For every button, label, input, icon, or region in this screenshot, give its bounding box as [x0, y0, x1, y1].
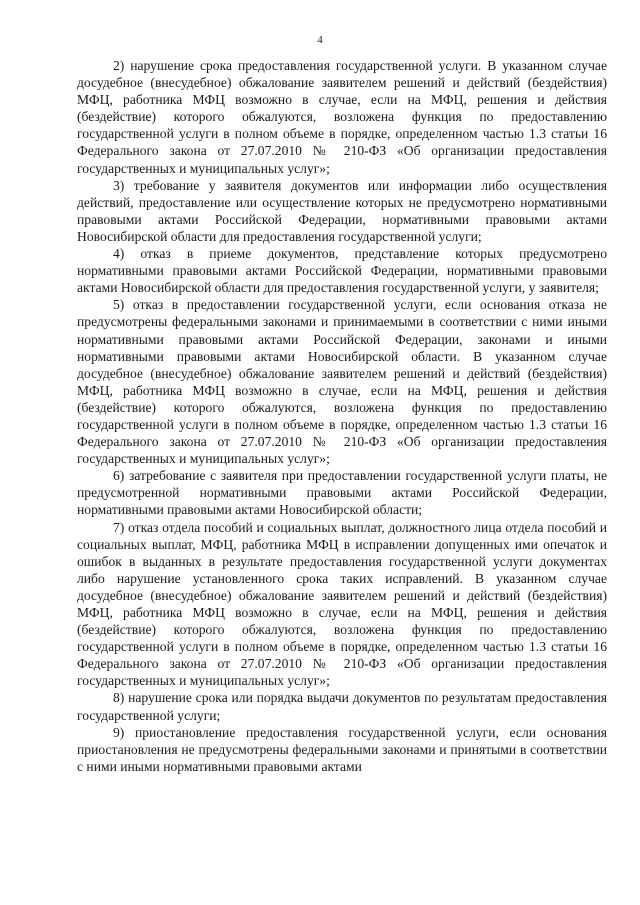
list-item-2: 2) нарушение срока предоставления государственной услуги. В указанном случае досудебное (внесудебное) обжалование заявителем решений и действий (бездействия) МФЦ, работника МФЦ возможно в случае, если на МФЦ, решения и действия (бездействие) которого обжалуются, возложена функция по предоставлению государственной услуги в полном объеме в порядке, определенном частью 1.3 статьи 16 Федерального закона от 27.07.2010 № 210-ФЗ «Об организации предоставления государственных и муниципальных услуг»;: [77, 58, 607, 176]
list-item-4: 4) отказ в приеме документов, представление которых предусмотрено нормативными правовыми актами Российской Федерации, нормативными правовыми актами Новосибирской области для предоставления государственной услуги, у заявителя;: [77, 246, 607, 296]
list-item-6: 6) затребование с заявителя при предоставлении государственной услуги платы, не предусмотренной нормативными правовыми актами Российской Федерации, нормативными правовыми актами Новосибирской области;: [77, 468, 607, 518]
list-item-9: 9) приостановление предоставления государственной услуги, если основания приостановления не предусмотрены федеральными законами и принятыми в соответствии с ними иными нормативными правовыми актами: [77, 724, 607, 774]
list-item-5: 5) отказ в предоставлении государственной услуги, если основания отказа не предусмотрены федеральными законами и принимаемыми в соответствии с ними иными нормативными правовыми актами Российской Федерации, законами и иными нормативными правовыми актами Новосибирской области. В указанном случае досудебное (внесудебное) обжалование заявителем решений и действий (бездействия) МФЦ, работника МФЦ возможно в случае, если на МФЦ, решения и действия (бездействие) которого обжалуются, возложена функция по предоставлению государственной услуги в полном объеме в порядке, определенном частью 1.3 статьи 16 Федерального закона от 27.07.2010 № 210-ФЗ «Об организации предоставления государственных и муниципальных услуг»;: [77, 297, 607, 467]
list-item-7: 7) отказ отдела пособий и социальных выплат, должностного лица отдела пособий и социальных выплат, МФЦ, работника МФЦ в исправлении допущенных ими опечаток и ошибок в выданных в результате предоставления государственной услуги документах либо нарушение установленного срока таких исправлений. В указанном случае досудебное (внесудебное) обжалование заявителем решений и действий (бездействия) МФЦ, работника МФЦ возможно в случае, если на МФЦ, решения и действия (бездействие) которого обжалуются, возложена функция по предоставлению государственной услуги в полном объеме в порядке, определенном частью 1.3 статьи 16 Федерального закона от 27.07.2010 № 210-ФЗ «Об организации предоставления государственных и муниципальных услуг»;: [77, 519, 607, 689]
document-body: [77, 57, 607, 775]
list-item-8: 8) нарушение срока или порядка выдачи документов по результатам предоставления государственной услуги;: [77, 690, 607, 723]
page-number: 4: [317, 34, 323, 46]
list-item-3: 3) требование у заявителя документов или информации либо осуществления действий, предоставление или осуществление которых не предусмотрено нормативными правовыми актами Российской Федерации, нормативными правовыми актами Новосибирской области для предоставления государственной услуги;: [77, 177, 607, 244]
